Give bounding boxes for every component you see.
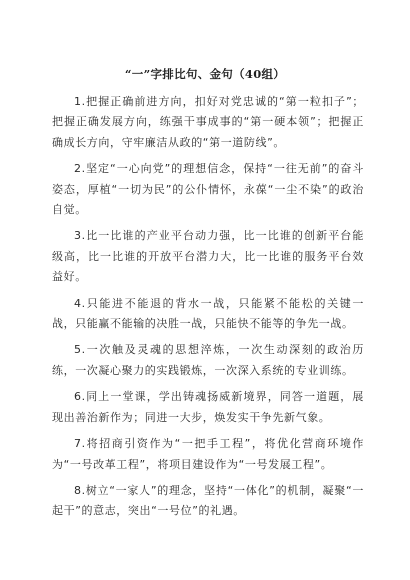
paragraph-4: 4.只能进不能退的背水一战，只能紧不能松的关键一战，只能赢不能输的决胜一战，只能快不能等的争先一战。 xyxy=(52,296,364,331)
paragraph-2: 2.坚定“一心向党”的理想信念，保持“一往无前”的奋斗姿态，厚植“一切为民”的公仆情怀，永葆“一尘不染”的政治自觉。 xyxy=(52,162,364,217)
paragraph-7: 7.将招商引资作为“一把手工程”，将优化营商环境作为“一号改革工程”，将项目建设作为“一号发展工程”。 xyxy=(52,437,364,471)
paragraph-3: 3.比一比谁的产业平台动力强，比一比谁的创新平台能级高，比一比谁的开放平台潜力大，比一比谁的服务平台效益好。 xyxy=(52,229,364,284)
paragraph-5: 5.一次触及灵魂的思想淬炼，一次生动深刻的政治历练，一次凝心聚力的实践锻炼，一次深入系统的专业训练。 xyxy=(52,343,364,377)
paragraph-6: 6.同上一堂课，学出铸魂扬威新境界，同答一道题，展现出善治新作为；同进一大步，焕发实干争先新气象。 xyxy=(52,390,364,424)
paragraph-8: 8.树立“一家人”的理念，坚持“一体化”的机制，凝聚“一起干”的意志，突出“一号位”的礼遇。 xyxy=(52,483,364,518)
document-title: “一”字排比句、金句（40组） xyxy=(124,67,286,81)
document-body xyxy=(52,92,364,528)
paragraph-1: 1.把握正确前进方向，扣好对党忠诚的“第一粒扣子”；把握正确发展方向，练强干事成事的“第一硬本领”；把握正确成长方向，守牢廉洁从政的“第一道防线”。 xyxy=(52,95,364,149)
